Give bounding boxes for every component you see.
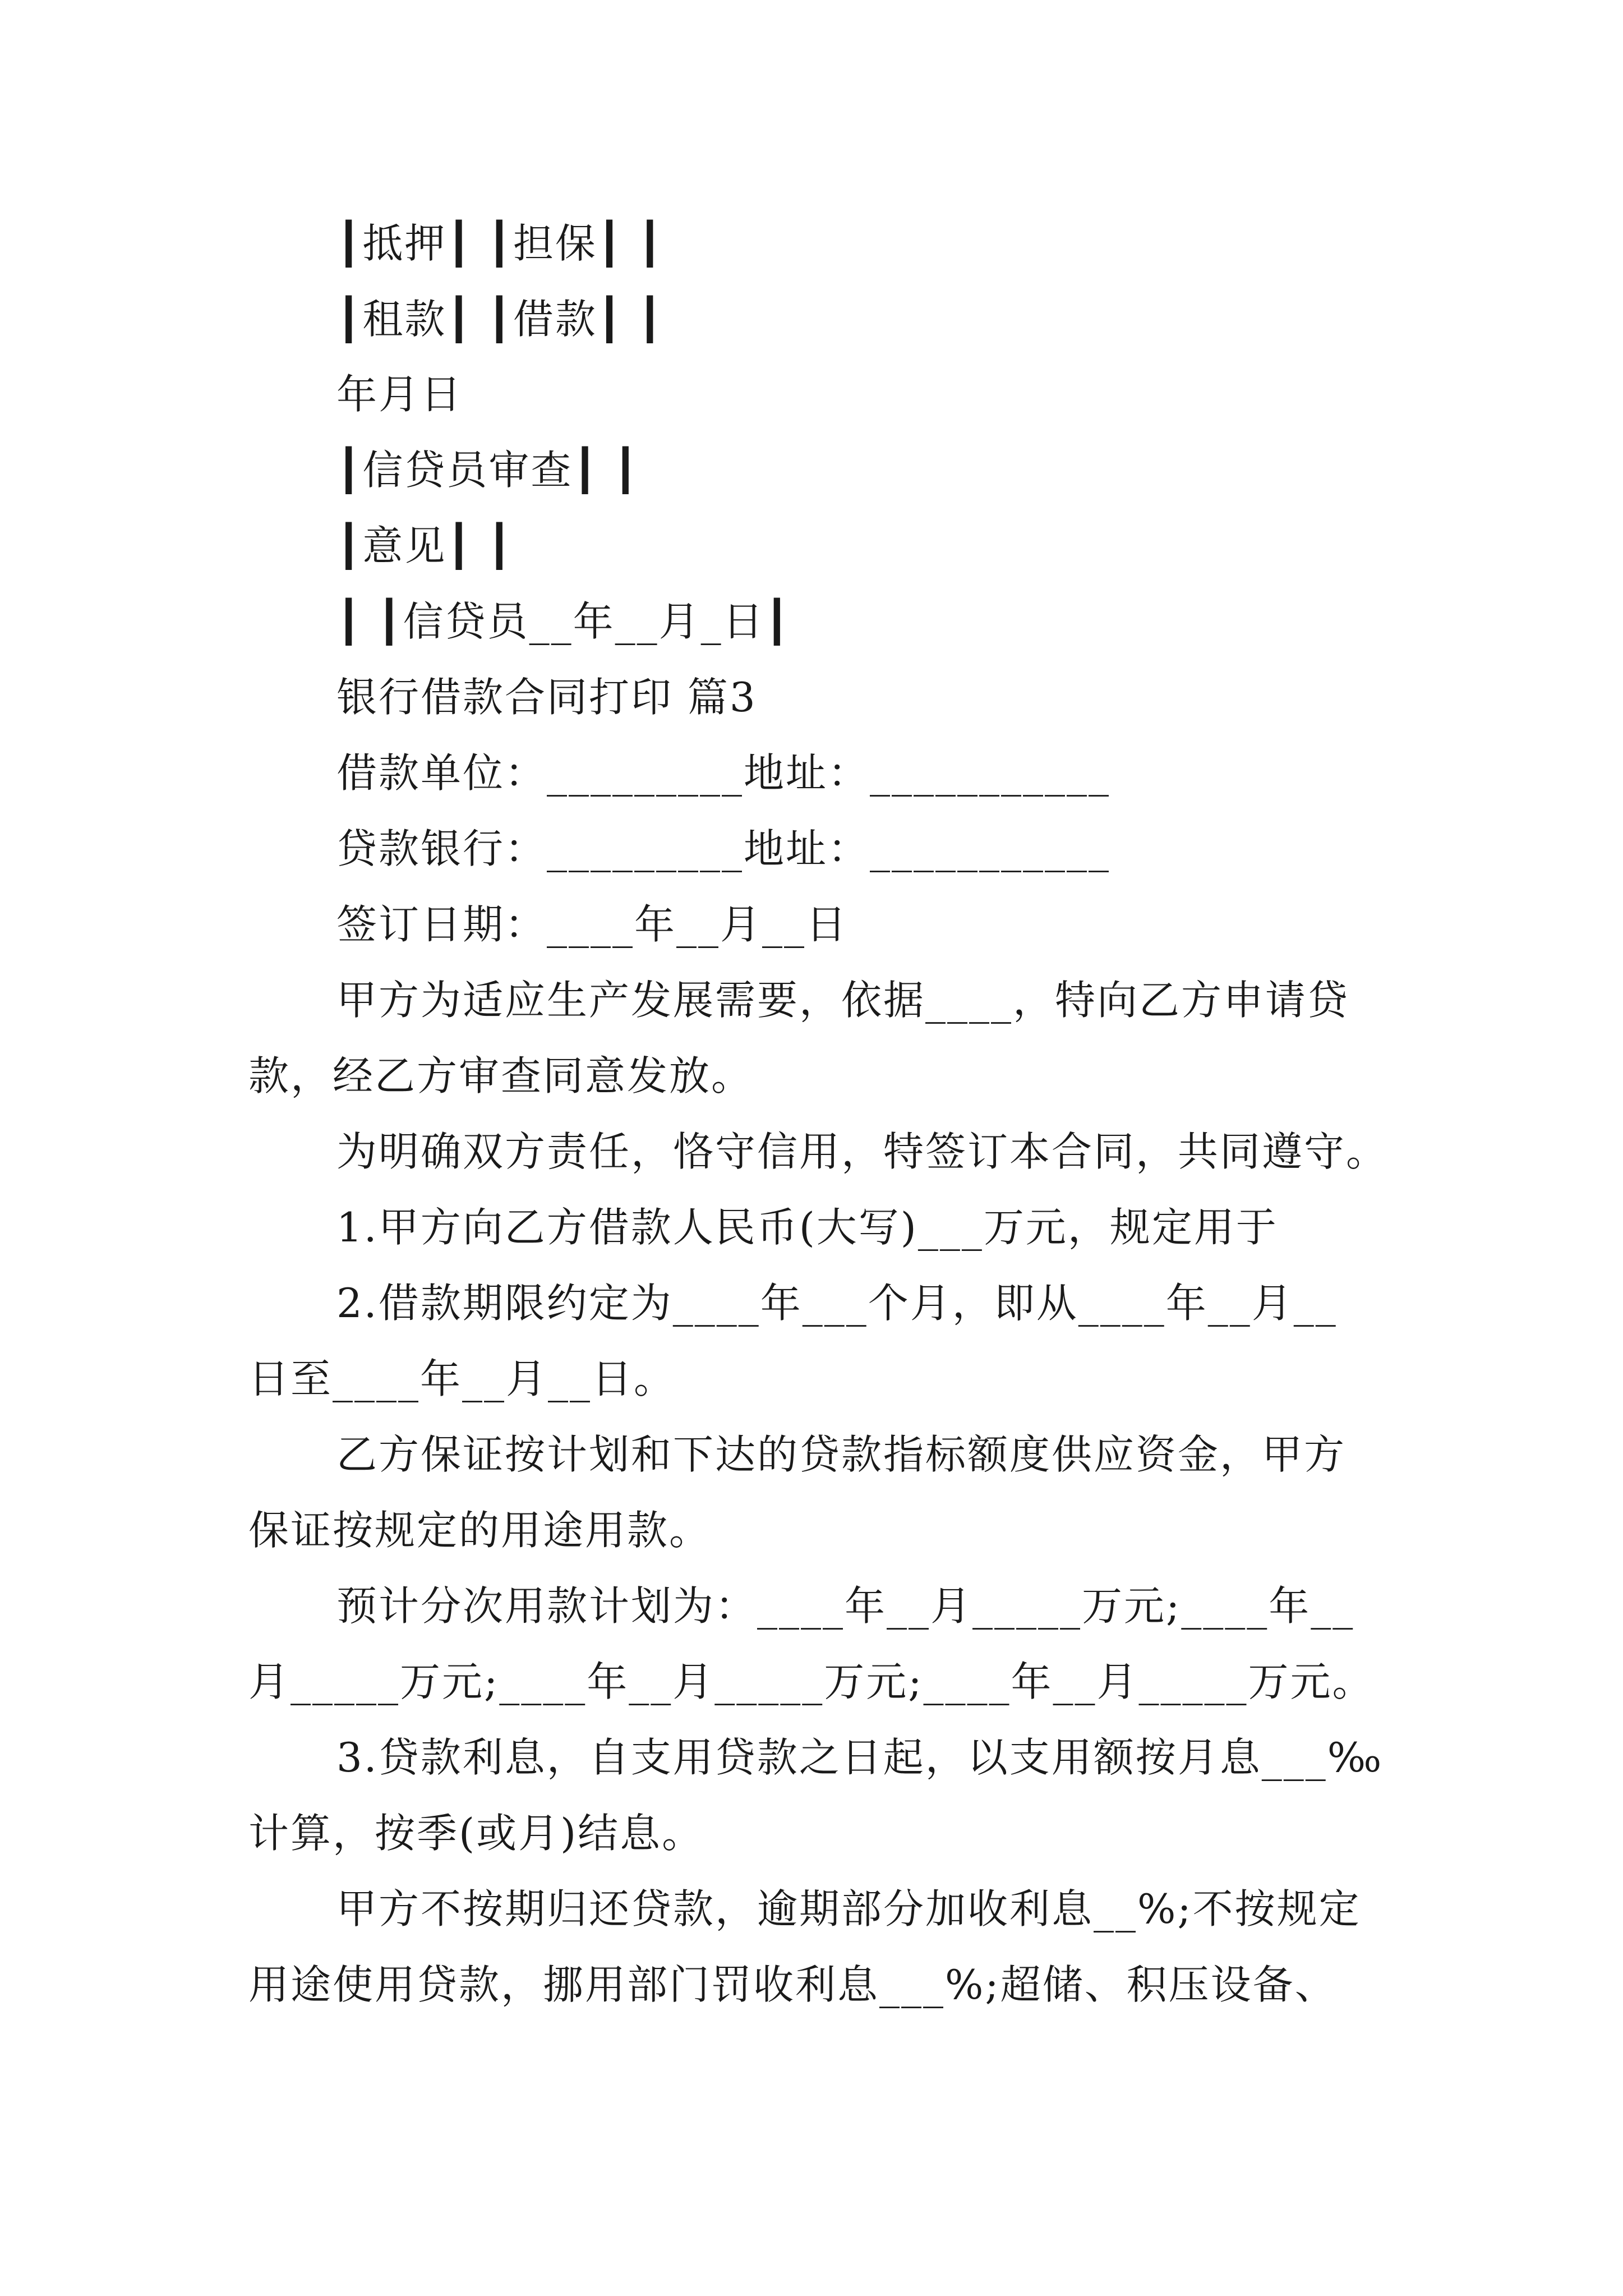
borrower-line: 借款单位：_________地址：___________ — [336, 749, 1111, 797]
table-row-officer-signature: ┃ ┃信贷员__年__月_日┃ — [336, 598, 791, 645]
clause-2-line: 日至____年__月__日。 — [248, 1355, 676, 1402]
table-row-loan-officer-review: ┃信贷员审查┃ ┃ — [336, 447, 639, 494]
penalty-line: 用途使用贷款，挪用部门罚收利息___%;超储、积压设备、 — [248, 1961, 1337, 2008]
table-row-rent-loan: ┃租款┃ ┃借款┃ ┃ — [336, 296, 664, 343]
penalty-line: 甲方不按期归还贷款，逾期部分加收利息__%;不按规定 — [336, 1885, 1361, 1932]
lender-line: 贷款银行：_________地址：___________ — [336, 825, 1111, 872]
paragraph-line: 为明确双方责任，恪守信用，特签订本合同，共同遵守。 — [336, 1128, 1389, 1175]
clause-3-line: 计算，按季(或月)结息。 — [248, 1810, 704, 1857]
usage-plan-line: 月_____万元;____年__月_____万元;____年__月_____万元。 — [248, 1658, 1375, 1705]
section-title: 银行借款合同打印 篇3 — [336, 674, 757, 721]
clause-3-line: 3.贷款利息，自支用贷款之日起，以支用额按月息___‰ — [336, 1734, 1384, 1781]
date-line: 年月日 — [336, 371, 463, 418]
table-row-opinion: ┃意见┃ ┃ — [336, 522, 513, 569]
paragraph-line: 甲方为适应生产发展需要，依据____，特向乙方申请贷 — [336, 977, 1350, 1024]
paragraph-line: 保证按规定的用途用款。 — [248, 1507, 712, 1554]
paragraph-line: 乙方保证按计划和下达的贷款指标额度供应资金，甲方 — [336, 1431, 1347, 1478]
clause-2-line: 2.借款期限约定为____年___个月，即从____年__月__ — [336, 1280, 1338, 1327]
paragraph-line: 款，经乙方审查同意发放。 — [248, 1052, 754, 1099]
usage-plan-line: 预计分次用款计划为：____年__月_____万元;____年__ — [336, 1582, 1355, 1630]
clause-1-line: 1.甲方向乙方借款人民币(大写)___万元，规定用于 — [336, 1204, 1278, 1251]
table-row-collateral-guarantee: ┃抵押┃ ┃担保┃ ┃ — [336, 220, 664, 267]
signing-date-line: 签订日期：____年__月__日 — [336, 901, 849, 948]
